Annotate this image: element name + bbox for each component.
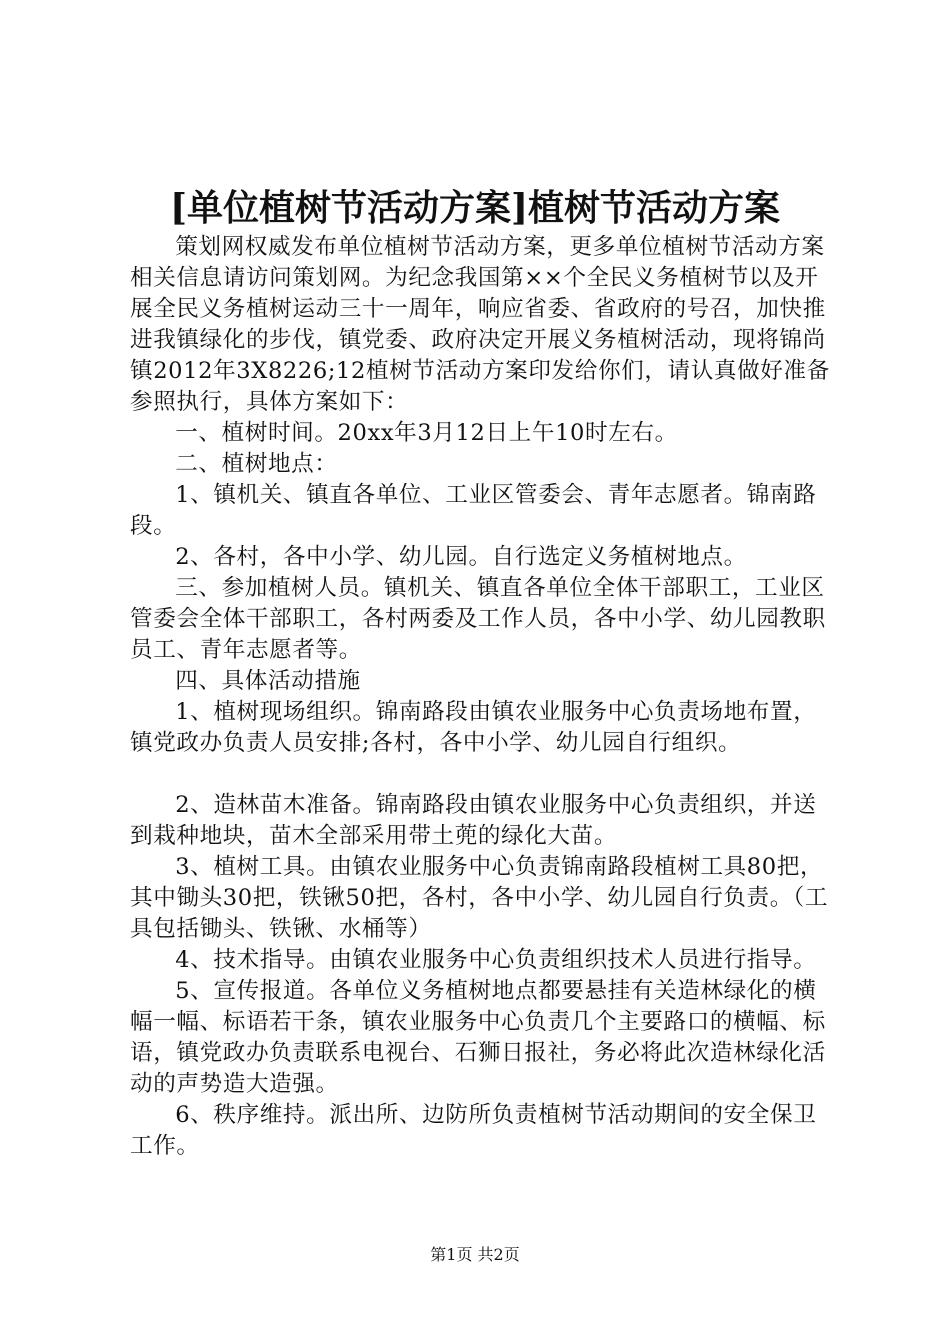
paragraph-planting-time: 一、植树时间。20xx年3月12日上午10时左右。 — [175, 420, 678, 446]
paragraph-location-1: 1、镇机关、镇直各单位、工业区管委会、青年志愿者。锦南路段。 — [130, 482, 817, 539]
paragraph-participants: 三、参加植树人员。镇机关、镇直各单位全体干部职工，工业区管委会全体干部职工，各村两委及工作人员，各中小学、幼儿园教职员工、青年志愿者等。 — [130, 575, 826, 663]
document-title: [单位植树节活动方案]植树节活动方案 — [169, 187, 781, 229]
paragraph-measures-heading: 四、具体活动措施 — [175, 668, 361, 694]
paragraph-measure-5: 5、宣传报道。各单位义务植树地点都要悬挂有关造林绿化的横幅一幅、标语若干条，镇农业服务中心负责几个主要路口的横幅、标语，镇党政办负责联系电视台、石狮日报社，务必将此次造林绿化活动的声势造大造强。 — [130, 978, 826, 1097]
paragraph-measure-2: 2、造林苗木准备。锦南路段由镇农业服务中心负责组织，并送到栽种地块，苗木全部采用带土蔸的绿化大苗。 — [130, 792, 817, 849]
page-number-footer: 第1页 共2页 — [430, 1245, 520, 1264]
paragraph-location-2: 2、各村，各中小学、幼儿园。自行选定义务植树地点。 — [175, 544, 747, 570]
paragraph-measure-1: 1、植树现场组织。锦南路段由镇农业服务中心负责场地布置，镇党政办负责人员安排;各村，各中小学、幼儿园自行组织。 — [130, 699, 817, 756]
paragraph-measure-6: 6、秩序维持。派出所、边防所负责植树节活动期间的安全保卫工作。 — [130, 1102, 817, 1159]
paragraph-planting-location: 二、植树地点： — [175, 451, 338, 477]
paragraph-measure-4: 4、技术指导。由镇农业服务中心负责组织技术人员进行指导。 — [175, 947, 817, 973]
intro-paragraph: 策划网权威发布单位植树节活动方案，更多单位植树节活动方案相关信息请访问策划网。为纪念我国第××个全民义务植树节以及开展全民义务植树运动三十一周年，响应省委、省政府的号召，加快推进我镇绿化的步伐，镇党委、政府决定开展义务植树活动，现将锦尚镇2012年3X8226;12植树节活动方案印发给你们，请认真做好准备参照执行，具体方案如下： — [130, 234, 830, 415]
document-body — [130, 232, 835, 1162]
paragraph-measure-3: 3、植树工具。由镇农业服务中心负责锦南路段植树工具80把，其中锄头30把，铁锹50把，各村，各中小学、幼儿园自行负责。（工具包括锄头、铁锹、水桶等） — [130, 854, 829, 942]
